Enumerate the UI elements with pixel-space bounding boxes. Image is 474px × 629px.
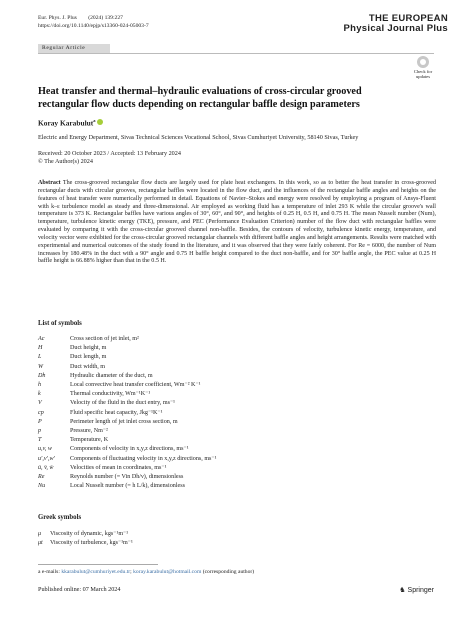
symbol-description: Components of velocity in x,y,z directions, ms⁻¹	[70, 446, 189, 453]
email-link-2[interactable]: koray.karabulut@hotmail.com	[133, 569, 202, 575]
symbol-row	[38, 418, 418, 426]
journal-ref: Eur. Phys. J. Plus	[38, 15, 77, 21]
author-line	[38, 116, 103, 127]
symbol-row	[38, 409, 418, 417]
symbol-description: Duct height, m	[70, 345, 107, 352]
symbol: cp	[38, 409, 44, 416]
symbol: Ac	[38, 336, 45, 342]
symbol: P	[38, 418, 42, 425]
paper-title: Heat transfer and thermal–hydraulic evaluations of cross-circular grooved rectangular flow ducts depending on rectangular baffle design parameters	[38, 86, 362, 110]
email-prefix: a e-mails:	[38, 569, 60, 575]
abstract-text: The cross-grooved rectangular flow ducts are largely used for plate heat exchangers. In this work, so as to better the heat transfer in cross-grooved rectangular ducts with circular grooves, rectangular baffles were located in the flow duct, and the influences of the rectangular baffle angles and heights on the features of heat transfer were numerically performed in detail. Equations of Navier–Stokes and energy were resolved by employing a program of Ansys-Fluent with k–ε turbulence model as steady and three-dimensional. Air employed as working fluid has a temperature of inlet 293 K while the circular groove's wall temperature is 373 K. Rectangular baffles have various angles of 30°, 60°, and 90°, and heights of 0.25 H, 0.5 H, and 0.75 H. The mean Nusselt number (Num), temperature, turbulence kinetic energy (TKE), pressure, and PEC (Performance Evaluation Criterion) number of the flow duct with rectangular baffles were evaluated by comparing it with the cross-circular grooved channel non-baffle. Besides, the contours of velocity, turbulence kinetic energy, temperature, and velocity vector were exhibited for the cross-circular grooved rectangular channels with different baffle angles and height arrangements. Results were matched with experimental and numerical outcomes of the study found in the literature, and it was observed that they were fairly coherent. For Re = 6000, the number of Num increases by 180.48% in the duct with a 90° angle and 0.75 H baffle height compared to the duct non-baffle, and for 30° baffle angle, the PEC value at 0.25 H baffle height is 66.88% higher than that in the 0.5 H.	[38, 180, 436, 265]
check-updates-icon	[417, 56, 429, 68]
symbol-description: Temperature, K	[70, 437, 109, 444]
symbol-description: Reynolds number (= Vin Dh/ν), dimensionless	[70, 474, 184, 480]
check-updates-label: Check for updates	[413, 69, 433, 79]
header-divider	[38, 53, 434, 54]
journal-name-line2: Physical Journal Plus	[343, 23, 448, 34]
symbol-row	[38, 436, 418, 444]
year-volume: (2024) 139:227	[88, 15, 123, 21]
email-suffix: (corresponding author)	[202, 569, 255, 575]
symbol-row	[38, 353, 418, 361]
orcid-icon[interactable]	[97, 119, 103, 125]
symbol: L	[38, 354, 42, 361]
author-mark: a	[93, 118, 96, 123]
symbol-row	[38, 372, 418, 380]
symbol: W	[38, 363, 44, 370]
copyright: © The Author(s) 2024	[38, 158, 93, 165]
doi-link[interactable]: https://doi.org/10.1140/epjp/s13360-024-05003-7	[38, 23, 149, 29]
author-name: Koray Karabulut	[38, 118, 94, 128]
symbol: u,v, w	[38, 446, 52, 453]
symbol-row	[38, 445, 418, 453]
published-date: Published online: 07 March 2024	[38, 586, 121, 593]
symbol-row	[38, 399, 418, 407]
publisher-name: Springer	[407, 587, 434, 594]
symbol: p	[38, 428, 42, 434]
symbol-description: Hydraulic diameter of the duct, m	[70, 372, 153, 379]
symbol: Dh	[38, 372, 46, 379]
symbol-row	[38, 473, 418, 481]
article-type-badge: Regular Article	[38, 44, 110, 53]
affiliation: Electric and Energy Department, Sivas Technical Sciences Vocational School, Sivas Cumhuriyet University, 58140 Sivas, Turkey	[38, 134, 359, 141]
footnote-divider	[38, 564, 158, 565]
greek-description: Viscosity of turbulence, kgs⁻¹m⁻¹	[50, 540, 133, 546]
greek-heading: Greek symbols	[38, 514, 82, 521]
symbol-description: Local convective heat transfer coefficient, Wm⁻² K⁻¹	[70, 382, 201, 388]
check-updates-button[interactable]	[409, 56, 437, 79]
symbol: H	[38, 345, 43, 352]
greek-symbol: μ	[38, 531, 42, 537]
symbol: T	[38, 437, 42, 444]
symbol-row	[38, 482, 418, 490]
footnote	[38, 569, 254, 575]
symbol-description: Velocities of mean in coordinates, ms⁻¹	[70, 464, 167, 471]
email-link-1[interactable]: kkarabulut@cumhuriyet.edu.tr	[61, 569, 131, 575]
greek-symbol: μt	[38, 540, 43, 546]
symbol-row	[38, 427, 418, 435]
symbol-row	[38, 464, 418, 472]
journal-logo	[343, 14, 448, 34]
symbol-row	[38, 390, 418, 398]
symbol-row	[38, 455, 418, 463]
symbol-description: Duct width, m	[70, 363, 106, 370]
symbol-row	[38, 363, 418, 371]
symbol-description: Fluid specific heat capacity, Jkg⁻¹K⁻¹	[70, 409, 163, 416]
symbol: V	[38, 400, 42, 407]
symbol-row	[38, 381, 418, 389]
symbol: Re	[38, 474, 45, 480]
greek-description: Viscosity of dynamic, kgs⁻¹m⁻¹	[50, 531, 129, 537]
journal-name-line1: THE EUROPEAN	[368, 13, 448, 24]
symbol-row	[38, 335, 418, 343]
symbol-description: Duct length, m	[70, 354, 107, 361]
publisher-logo	[399, 586, 434, 594]
symbol-row	[38, 344, 418, 352]
symbol: k	[38, 391, 41, 398]
received-dates: Received: 20 October 2023 / Accepted: 13 February 2024	[38, 150, 181, 157]
abstract-label: Abstract	[38, 180, 61, 186]
symbol-description: Thermal conductivity, Wm⁻¹K⁻¹	[70, 391, 151, 398]
symbol-description: Velocity of the fluid in the duct entry, ms⁻¹	[70, 400, 176, 407]
email-separator: ;	[130, 569, 132, 575]
springer-icon: ♞	[399, 587, 406, 594]
symbol-description: Perimeter length of jet inlet cross section, m	[70, 418, 178, 425]
symbols-heading: List of symbols	[38, 320, 82, 327]
symbol: Nu	[38, 483, 46, 490]
abstract	[38, 180, 436, 266]
symbol-description: Pressure, Nm⁻²	[70, 428, 108, 434]
journal-citation	[38, 15, 123, 22]
symbol-description: Local Nusselt number (= h L/k), dimensionless	[70, 483, 185, 490]
symbol-description: Cross section of jet inlet, m²	[70, 336, 139, 342]
symbol: h	[38, 382, 42, 388]
symbol-description: Components of fluctuating velocity in x,y,z directions, ms⁻¹	[70, 455, 217, 462]
symbol: u′,v′,w′	[38, 455, 55, 462]
symbol: ū, v̄, w̄	[38, 464, 54, 471]
